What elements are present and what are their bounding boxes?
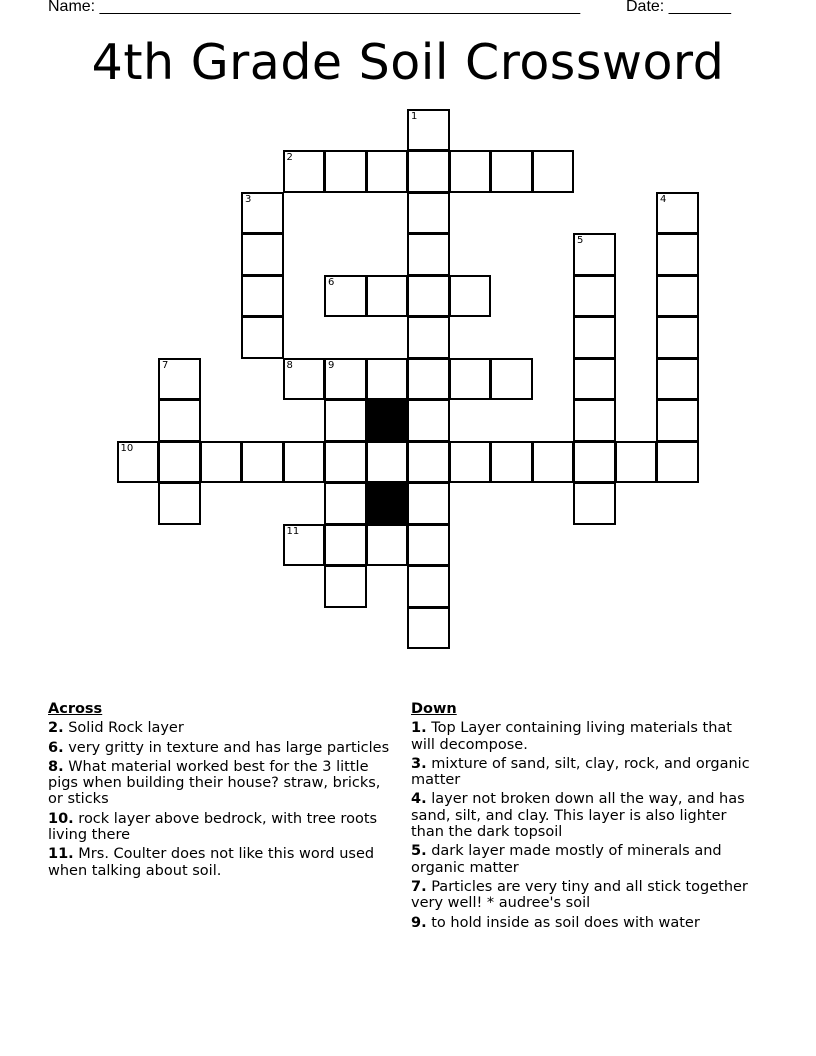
clue-num: 10. [48,810,74,827]
clue-text: Top Layer containing living materials that will decompose. [411,720,732,753]
grid-cell[interactable] [407,358,450,401]
grid-cell[interactable] [366,150,409,193]
grid-cell[interactable] [573,399,616,442]
grid-cell[interactable] [158,482,201,525]
grid-cell[interactable] [656,275,699,318]
page-title: 4th Grade Soil Crossword [91,34,725,91]
grid-cell[interactable] [407,192,450,235]
clue-text: rock layer above bedrock, with tree roots living there [48,810,378,844]
grid-cell[interactable] [366,524,409,567]
grid-cell[interactable] [158,441,201,484]
grid-cell[interactable] [324,524,367,567]
grid-cell[interactable] [241,233,284,276]
across-clue [48,759,398,808]
clue-num: 4. [411,791,427,808]
grid-cell[interactable] [283,150,326,193]
down-clue [411,915,756,931]
grid-cell[interactable] [573,358,616,401]
down-clue [411,791,756,840]
grid-cell[interactable] [449,358,492,401]
grid-cell[interactable] [656,192,699,235]
grid-cell[interactable] [656,233,699,276]
grid-cell[interactable] [366,441,409,484]
down-clue [411,879,756,912]
down-clues [411,701,756,934]
grid-cell[interactable] [573,275,616,318]
grid-cell[interactable] [158,358,201,401]
grid-cell[interactable] [573,233,616,276]
down-heading: Down [411,701,457,717]
grid-cell[interactable] [656,358,699,401]
clue-num: 8. [48,758,64,775]
clue-text: to hold inside as soil does with water [426,914,700,931]
clue-number: 11 [286,525,300,537]
clue-number: 7 [162,359,169,371]
grid-cell[interactable] [407,482,450,525]
grid-cell[interactable] [490,441,533,484]
grid-cell[interactable] [407,150,450,193]
grid-cell[interactable] [407,399,450,442]
clue-number: 9 [328,359,335,371]
grid-cell[interactable] [407,109,450,152]
across-clue [48,740,398,756]
across-clue [48,720,398,736]
grid-cell[interactable] [615,441,658,484]
grid-cell[interactable] [200,441,243,484]
clue-text: dark layer made mostly of minerals and organic matter [411,843,722,876]
grid-cell[interactable] [407,316,450,359]
grid-cell[interactable] [449,275,492,318]
across-clue [48,846,398,879]
grid-cell[interactable] [656,316,699,359]
clue-num: 1. [411,720,427,737]
across-clue [48,811,398,844]
grid-cell[interactable] [656,441,699,484]
clue-text: Solid Rock layer [63,720,184,737]
grid-cell[interactable] [490,150,533,193]
across-heading: Across [48,701,103,717]
across-clues [48,701,398,882]
clue-number: 1 [411,110,418,122]
down-clue [411,843,756,876]
grid-cell[interactable] [241,441,284,484]
black-cell [366,482,409,525]
clue-num: 6. [48,739,64,756]
grid-cell[interactable] [449,441,492,484]
clue-number: 2 [286,152,293,163]
grid-cell[interactable] [324,482,367,525]
clue-num: 7. [411,878,427,895]
date-field[interactable]: Date: _______ [626,0,731,15]
grid-cell[interactable] [407,607,450,650]
clue-text: mixture of sand, silt, clay, rock, and organic matter [411,755,750,789]
grid-cell[interactable] [656,399,699,442]
grid-cell[interactable] [407,441,450,484]
grid-cell[interactable] [324,358,367,401]
grid-cell[interactable] [283,358,326,401]
clue-number: 3 [245,193,252,205]
clue-num: 2. [48,720,64,737]
clue-num: 11. [48,846,74,863]
grid-cell[interactable] [366,358,409,401]
grid-cell[interactable] [324,565,367,608]
clue-text: What material worked best for the 3 little pigs when building their house? straw, bricks, or sticks [48,758,381,808]
grid-cell[interactable] [407,233,450,276]
grid-cell[interactable] [117,441,160,484]
clue-text: very gritty in texture and has large particles [63,739,390,756]
grid-cell[interactable] [366,275,409,318]
grid-cell[interactable] [532,441,575,484]
grid-cell[interactable] [241,275,284,318]
clue-text: layer not broken down all the way, and has sand, silt, and clay. This layer is also lighter than the dark topsoil [411,791,745,841]
grid-cell[interactable] [283,441,326,484]
clue-num: 3. [411,755,427,772]
grid-cell[interactable] [324,399,367,442]
grid-cell[interactable] [241,316,284,359]
grid-cell[interactable] [490,358,533,401]
grid-cell[interactable] [573,441,616,484]
grid-cell[interactable] [407,524,450,567]
clue-text: Particles are very tiny and all stick together very well! * audree's soil [411,878,748,912]
grid-cell[interactable] [407,565,450,608]
grid-cell[interactable] [573,482,616,525]
grid-cell[interactable] [283,524,326,567]
grid-cell[interactable] [449,150,492,193]
clue-num: 5. [411,843,427,860]
grid-cell[interactable] [407,275,450,318]
name-field[interactable]: Name: ______________________________________________________ [48,0,581,15]
clue-num: 9. [411,914,427,931]
grid-cell[interactable] [324,150,367,193]
grid-cell[interactable] [532,150,575,193]
clue-number: 8 [286,359,293,371]
clue-number: 5 [577,235,584,246]
clue-number: 6 [328,276,335,288]
grid-cell[interactable] [324,275,367,318]
grid-cell[interactable] [324,441,367,484]
grid-cell[interactable] [241,192,284,235]
grid-cell[interactable] [573,316,616,359]
black-cell [366,399,409,442]
clue-text: Mrs. Coulter does not like this word used when talking about soil. [48,846,375,879]
down-clue [411,756,756,789]
grid-cell[interactable] [158,399,201,442]
clue-number: 10 [120,442,134,454]
down-clue [411,720,756,753]
clue-number: 4 [660,193,667,205]
